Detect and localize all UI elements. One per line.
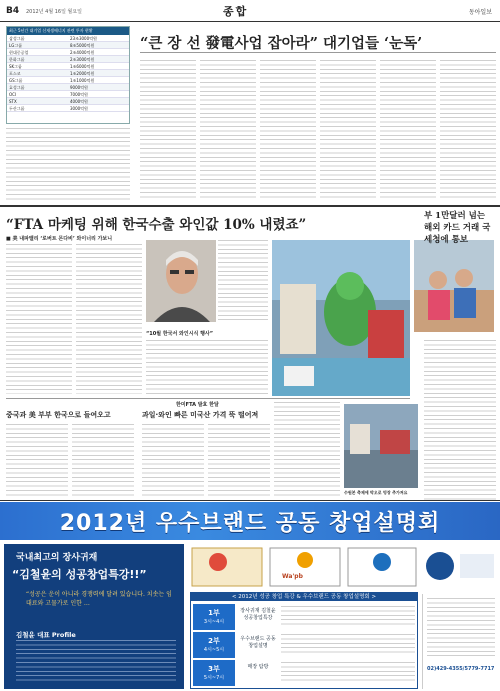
schedule-slot [193,604,235,630]
ad-phone[interactable]: 02)429-4355/5779-7717 [427,666,495,672]
slot-label: 3부 [208,665,220,673]
slot-description [281,634,415,656]
table-row [7,49,129,56]
table-cell-amount: 4000억원 [70,99,88,104]
table-cell-amount: 7000억원 [70,92,88,97]
photo-caption: 수원본 축제에 막오로 빙장 추가져요 [344,490,408,495]
table-row [7,77,129,84]
festival-photo [414,240,494,332]
subhead-fruit: 과일·와인 빠른 미국산 가격 뚝 떨어져 [142,411,259,419]
slot-label: 2부 [208,637,220,645]
side-headline: 부 1만달러 넘는 해외 카드 거래 국세청에 통보 [424,211,491,245]
brand-name: Wa'pb [282,573,303,580]
table-row [7,42,129,49]
ad-banner-title: 2012년 우수브랜드 공동 창업설명회 [59,511,441,536]
winery-photo [272,240,410,396]
table-cell-company: 두산그룹 [9,106,25,111]
table-cell-company: OCI [9,92,17,97]
page-number: B4 [6,6,20,16]
table-cell-amount: 8조5000억원 [70,43,95,48]
slot-label: 1부 [208,609,220,617]
fta-series-label: 한미FTA 발효 한달 [176,402,219,408]
table-row [7,105,129,112]
slot-time: 4시~5시 [203,647,225,653]
table-cell-company: SK그룹 [9,64,22,69]
slot-topic: 장사귀재 김철윤 성공창업특강 [240,608,276,621]
page-header [0,0,500,22]
slot-description [281,606,415,628]
table-row [7,35,129,42]
slot-time: 3시~4시 [203,619,225,625]
schedule-slot [193,660,235,686]
table-cell-amount: 1조2000억원 [70,71,95,76]
table-cell-amount: 3000억원 [70,106,88,111]
table-cell-company: 한화그룹 [9,57,25,62]
advertisement[interactable] [0,502,500,691]
table-row [7,70,129,77]
ad-schedule [190,592,418,689]
table-cell-amount: 2조3000억원 [70,57,95,62]
ad-kicker: 국내최고의 장사귀재 [16,553,98,563]
table-cell-amount: 1조6000억원 [70,64,95,69]
ad-info-panel [422,544,498,689]
table-cell-company: 효성그룹 [9,85,25,90]
subhead-china: 중국과 美 부부 한국으로 들여오고 [6,411,111,419]
profile-name: 김철윤 대표 Profile [16,631,76,639]
table-cell-company: 삼성그룹 [9,36,25,41]
ad-quote: “성공은 운이 아니라 경쟁력에 달려 있습니다. 치솟는 임대료와 고물가로 인한 … [26,591,172,607]
headline-power-business: “큰 장 선 發電사업 잡아라” 대기업들 ‘눈독’ [140,35,423,52]
headline-fta: “FTA 마케팅 위해 한국수출 와인값 10% 내렸죠” [6,217,307,233]
ad-banner [0,502,500,540]
table-row [7,56,129,63]
table-cell-amount: 23조3000억원 [70,36,97,41]
slot-description [281,662,415,684]
portrait-photo [146,240,216,322]
ad-lecture-panel [4,544,184,689]
slot-topic: 매장 탐방 [247,664,269,670]
slot-time: 5시~7시 [203,675,225,681]
issue-date: 2012년 4월 16일 월요일 [26,9,83,15]
street-photo [344,404,418,488]
table-cell-company: 포스코 [9,71,21,76]
table-cell-company: STX [9,99,17,104]
table-cell-company: GS그룹 [9,78,23,83]
table-row [7,98,129,105]
slot-topic: 우수브랜드 공동 창업설명 [240,636,276,649]
table-cell-amount: 1조1000억원 [70,78,95,83]
table-cell-amount: 9000억원 [70,85,88,90]
table-cell-amount: 2조4000억원 [70,50,95,55]
table-caption: 최근 5년간 대기업 신재생에너지 관련 투자 현황 [7,27,129,35]
brand-logos [190,546,418,588]
table-row [7,84,129,91]
fta-subhead-2: “10월 한국서 와인시식 행사” [146,331,214,337]
table-row [7,63,129,70]
schedule-title: < 2012년 성공 창업 특강 & 우수브랜드 공동 창업설명회 > [191,593,417,601]
fta-subhead: ■ 美 내파밸리 ‘로버트 몬다비’ 와이너리 가보니 [6,236,113,242]
section-title: 종합 [223,5,249,18]
publisher-logo: 동아일보 [468,9,492,16]
table-cell-company: LG그룹 [9,43,23,48]
table-row [7,91,129,98]
investment-table [6,26,130,124]
table-cell-company: 현대중공업 [9,50,29,55]
ad-title: “김철윤의 성공창업특강!!” [12,568,147,581]
schedule-slot [193,632,235,658]
